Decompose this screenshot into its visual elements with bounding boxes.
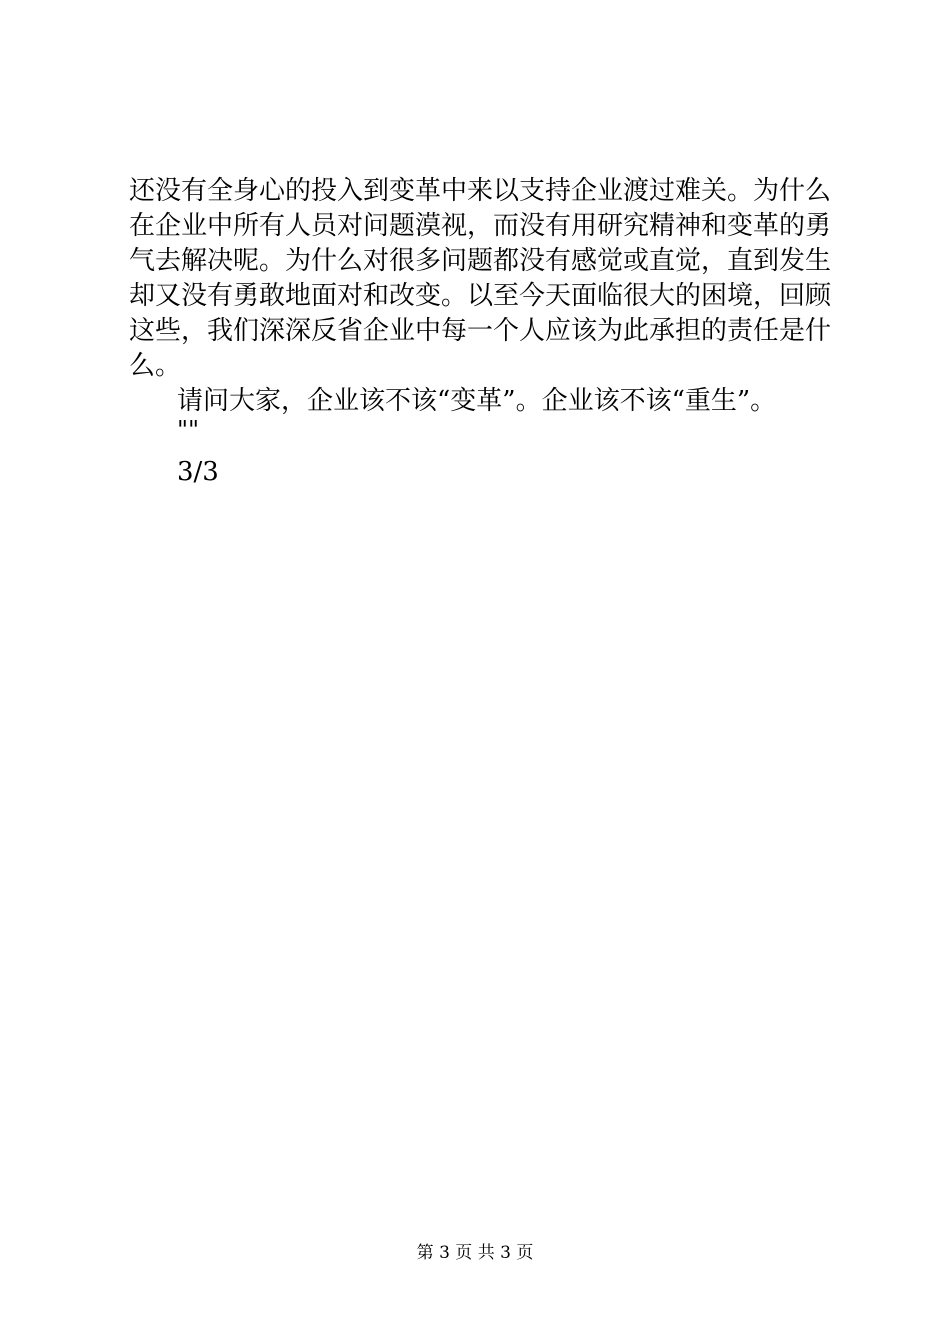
paragraph-line: 么。 — [129, 351, 182, 381]
paragraph-line: 气去解决呢。为什么对很多问题都没有感觉或直觉，直到发生 — [129, 246, 832, 276]
paragraph-line: 却又没有勇敢地面对和改变。以至今天面临很大的困境，回顾 — [129, 281, 832, 311]
page-footer: 第 3 页 共 3 页 — [416, 1243, 534, 1263]
paragraph-line: 这些，我们深深反省企业中每一个人应该为此承担的责任是什 — [129, 316, 832, 346]
paragraph-line: 还没有全身心的投入到变革中来以支持企业渡过难关。为什么 — [129, 176, 832, 206]
paragraph-line: 在企业中所有人员对问题漠视，而没有用研究精神和变革的勇 — [129, 211, 832, 241]
quote-marks: "" — [177, 416, 200, 444]
question-line: 请问大家，企业该不该“变革”。企业该不该“重生”。 — [177, 386, 777, 416]
page-reference: 3/3 — [177, 457, 219, 487]
body-text — [129, 174, 832, 503]
